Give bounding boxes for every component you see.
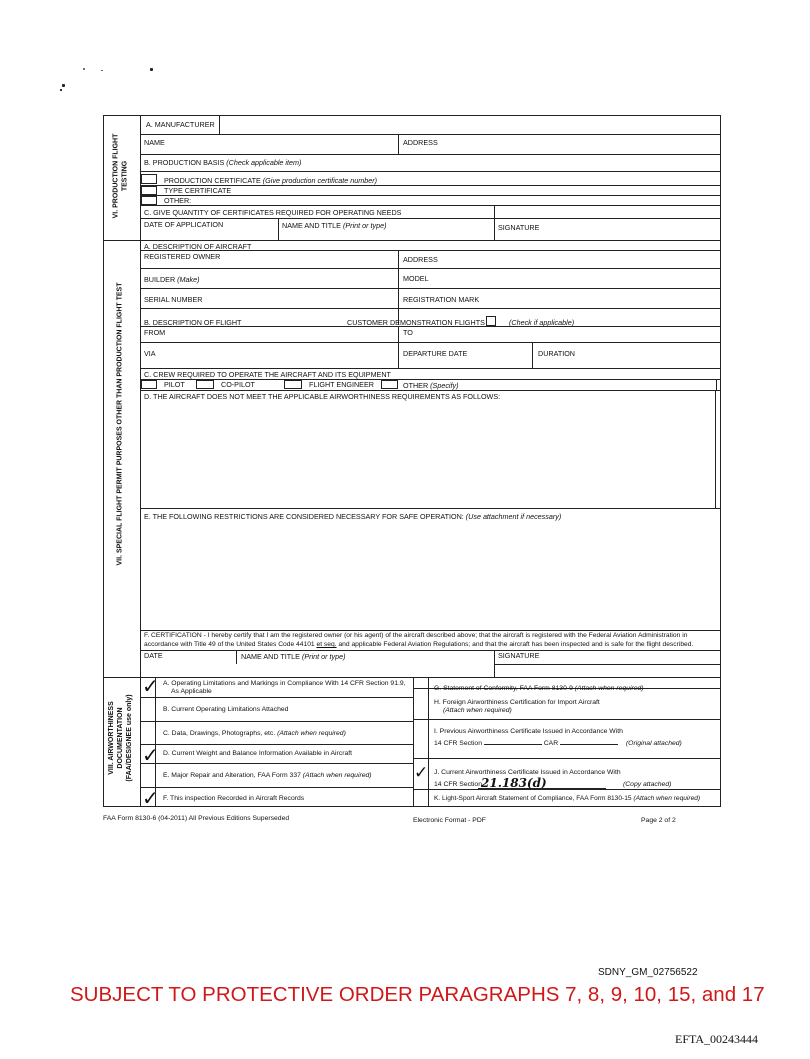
item-a-check[interactable]: ✓	[142, 674, 159, 698]
item-i-label-1: I. Previous Airworthiness Certificate Issued in Accordance With	[434, 728, 623, 735]
section-vii-title: VII. SPECIAL FLIGHT PERMIT PURPOSES OTHER THAN PRODUCTION FLIGHT TEST	[116, 282, 124, 566]
electronic-format: Electronic Format - PDF	[413, 817, 486, 824]
production-certificate-label: PRODUCTION CERTIFICATE (Give production certificate number)	[164, 176, 378, 185]
registered-owner-label: REGISTERED OWNER	[144, 252, 221, 261]
description-flight-label: B. DESCRIPTION OF FLIGHT	[144, 318, 242, 327]
item-d-label: D. Current Weight and Balance Information Available in Aircraft	[163, 750, 353, 757]
certification-line-2: accordance with Title 49 of the United States Code 44101 et seq. and applicable Federal Aviation Regulations; and that the aircraft has been inspected and is safe for the flight described.	[144, 641, 694, 648]
type-certificate-label: TYPE CERTIFICATE	[164, 186, 232, 195]
other-label: OTHER:	[164, 196, 192, 205]
item-j-check[interactable]: ✓	[414, 763, 429, 783]
mfr-address-label: ADDRESS	[403, 138, 438, 147]
cert-signature-label: SIGNATURE	[498, 651, 540, 660]
owner-address-label: ADDRESS	[403, 255, 438, 264]
protective-order-stamp: SUBJECT TO PROTECTIVE ORDER PARAGRAPHS 7, 8, 9, 10, 15, and 17	[70, 983, 765, 1006]
type-certificate-checkbox[interactable]	[141, 186, 157, 195]
builder-label: BUILDER (Make)	[144, 275, 200, 284]
bates-number: SDNY_GM_02756522	[598, 967, 698, 978]
item-i-label-2: 14 CFR Section CAR (Original attached)	[434, 740, 682, 747]
crew-other-checkbox[interactable]	[381, 380, 398, 389]
item-j-label-2: 14 CFR Section	[434, 781, 482, 788]
pilot-label: PILOT	[164, 380, 185, 389]
pilot-checkbox[interactable]	[141, 380, 157, 389]
check-if-applicable-note: (Check if applicable)	[509, 318, 575, 327]
departure-date-label: DEPARTURE DATE	[403, 349, 468, 358]
production-certificate-checkbox[interactable]	[141, 174, 157, 184]
page-number: Page 2 of 2	[641, 817, 676, 824]
item-g-label: G. Statement of Conformity, FAA Form 8130-9 (Attach when required)	[434, 685, 644, 692]
copilot-checkbox[interactable]	[196, 380, 214, 389]
form-number: FAA Form 8130-6 (04-2011) All Previous Editions Superseded	[103, 815, 290, 822]
item-j-handwritten-section: 21.183(d)	[481, 776, 547, 790]
model-label: MODEL	[403, 274, 429, 283]
item-h-label-2: (Attach when required)	[443, 707, 512, 714]
item-a-label-2: As Applicable	[171, 688, 212, 695]
manufacturer-label: A. MANUFACTURER	[146, 120, 215, 129]
item-f-label: F. This inspection Recorded in Aircraft Records	[163, 795, 305, 802]
other-checkbox[interactable]	[141, 196, 157, 205]
item-h-label-1: H. Foreign Airworthiness Certification for Import Aircraft	[434, 699, 600, 706]
item-j-label-1: J. Current Airworthiness Certificate Issued in Accordance With	[434, 769, 621, 776]
description-aircraft-label: A. DESCRIPTION OF AIRCRAFT	[144, 242, 252, 251]
airworthiness-deficiency-label: D. THE AIRCRAFT DOES NOT MEET THE APPLICABLE AIRWORTHINESS REQUIREMENTS AS FOLLOWS:	[144, 392, 501, 401]
duration-label: DURATION	[538, 349, 575, 358]
crew-other-label: OTHER (Specify)	[403, 381, 459, 390]
name-title-label: NAME AND TITLE (Print or type)	[282, 221, 387, 230]
efta-number: EFTA_00243444	[675, 1032, 759, 1046]
signature-label: SIGNATURE	[498, 223, 540, 232]
crew-label: C. CREW REQUIRED TO OPERATE THE AIRCRAFT AND ITS EQUIPMENT	[144, 370, 391, 379]
item-c-label: C. Data, Drawings, Photographs, etc. (Attach when required)	[163, 730, 346, 737]
item-e-label: E. Major Repair and Alteration, FAA Form 337 (Attach when required)	[163, 772, 372, 779]
item-f-check[interactable]: ✓	[142, 786, 159, 810]
item-b-label: B. Current Operating Limitations Attached	[163, 706, 289, 713]
item-d-check[interactable]: ✓	[142, 743, 159, 767]
serial-number-label: SERIAL NUMBER	[144, 295, 203, 304]
restrictions-label: E. THE FOLLOWING RESTRICTIONS ARE CONSIDERED NECESSARY FOR SAFE OPERATION: (Use attachment if necessary)	[144, 512, 562, 521]
flight-engineer-label: FLIGHT ENGINEER	[309, 380, 374, 389]
cert-name-title-label: NAME AND TITLE (Print or type)	[241, 652, 346, 661]
item-j-underline	[478, 788, 606, 789]
certification-line-1: F. CERTIFICATION - I hereby certify that I am the registered owner (or his agent) of the aircraft described above; that the aircraft is registered with the Federal Aviation Administration in	[144, 632, 688, 639]
item-a-label-1: A. Operating Limitations and Markings in Compliance With 14 CFR Section 91.9,	[163, 680, 406, 687]
flight-engineer-checkbox[interactable]	[284, 380, 302, 389]
item-k-label: K. Light-Sport Aircraft Statement of Compliance, FAA Form 8130-15 (Attach when required)	[434, 795, 701, 802]
item-j-copy-note: (Copy attached)	[623, 781, 672, 788]
quantity-label: C. GIVE QUANTITY OF CERTIFICATES REQUIRED FOR OPERATING NEEDS	[144, 208, 402, 217]
to-label: TO	[403, 328, 413, 337]
registration-mark-label: REGISTRATION MARK	[403, 295, 480, 304]
section-vi-title: VI. PRODUCTION FLIGHT TESTING	[112, 133, 128, 219]
customer-demo-checkbox[interactable]	[486, 316, 496, 326]
section-viii-title: VIII. AIRWORTHINESS DOCUMENTATION (FAA/DESIGNEE use only)	[107, 694, 133, 782]
production-basis-label: B. PRODUCTION BASIS (Check applicable item)	[144, 158, 302, 167]
mfr-name-label: NAME	[144, 138, 165, 147]
from-label: FROM	[144, 328, 166, 337]
customer-demo-label: CUSTOMER DEMONSTRATION FLIGHTS	[347, 318, 485, 327]
cert-date-label: DATE	[144, 651, 163, 660]
via-label: VIA	[144, 349, 156, 358]
date-of-application-label: DATE OF APPLICATION	[144, 220, 224, 229]
copilot-label: CO-PILOT	[221, 380, 255, 389]
